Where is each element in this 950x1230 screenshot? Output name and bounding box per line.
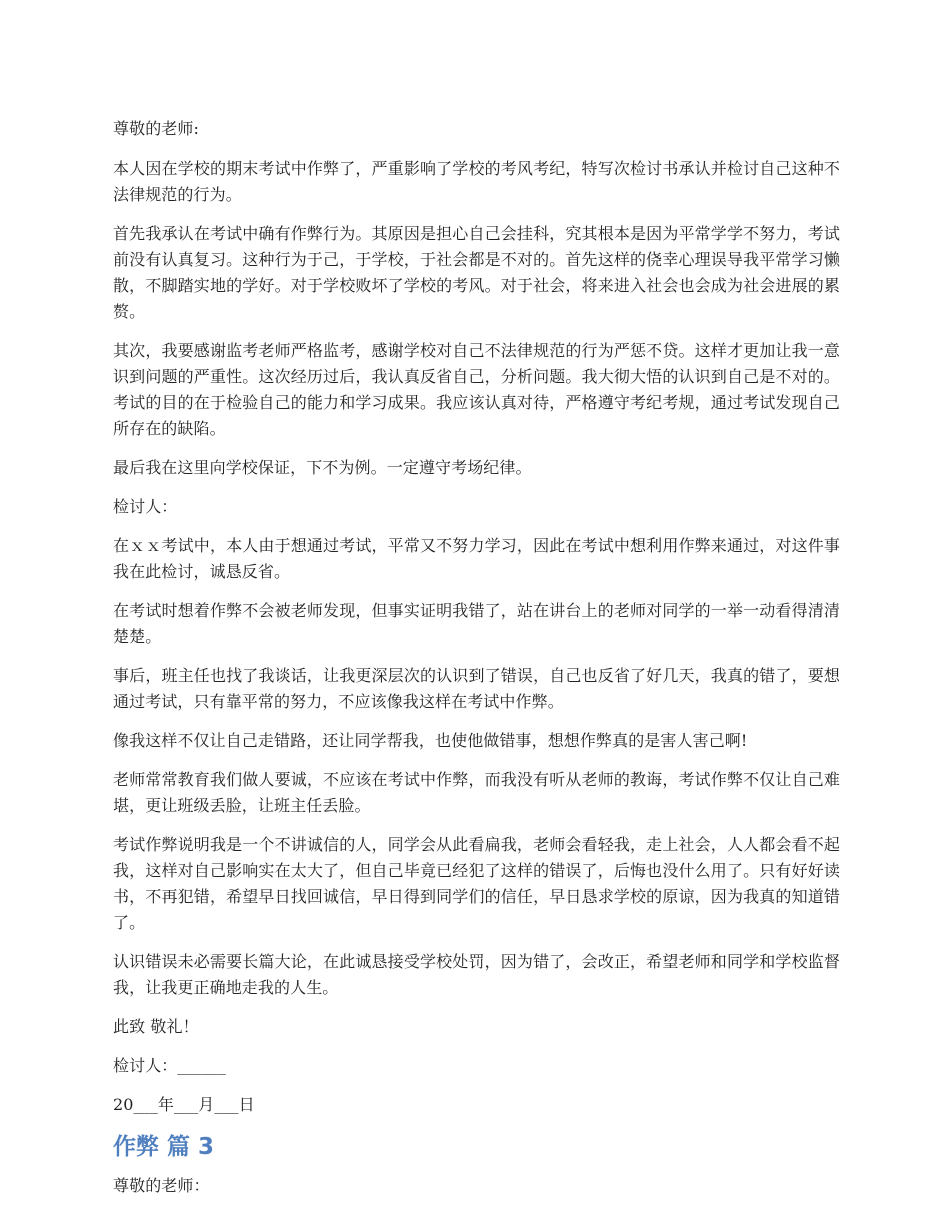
- paragraph: 其次，我要感谢监考老师严格监考，感谢学校对自己不法律规范的行为严惩不贷。这样才更加让我一意识到问题的严重性。这次经历过后，我认真反省自己，分析问题。我大彻大悟的认识到自己是不对的。考试的目的在于检验自己的能力和学习成果。我应该认真对待，严格遵守考纪考规，通过考试发现自己所存在的缺陷。: [113, 341, 840, 438]
- paragraph: 老师常常教育我们做人要诚，不应该在考试中作弊，而我没有听从老师的教诲，考试作弊不仅让自己难堪，更让班级丢脸，让班主任丢脸。: [113, 770, 840, 815]
- section-heading: 作弊 篇 3: [113, 1134, 215, 1160]
- salutation: 尊敬的老师：: [113, 1176, 210, 1195]
- paragraph: 认识错误未必需要长篇大论，在此诚恳接受学校处罚，因为错了，会改正，希望老师和同学和学校监督我，让我更正确地走我的人生。: [113, 952, 840, 997]
- signature-line: 检讨人：______: [113, 1056, 227, 1075]
- paragraph: 最后我在这里向学校保证，下不为例。一定遵守考场纪律。: [113, 458, 532, 477]
- date-line: 20___年___月___日: [113, 1095, 255, 1114]
- paragraph: 事后，班主任也找了我谈话，让我更深层次的认识到了错误，自己也反省了好几天，我真的错了，要想通过考试，只有靠平常的努力，不应该像我这样在考试中作弊。: [113, 666, 840, 711]
- paragraph: 考试作弊说明我是一个不讲诚信的人，同学会从此看扁我，老师会看轻我，走上社会，人人都会看不起我，这样对自己影响实在太大了，但自己毕竟已经犯了这样的错误了，后悔也没什么用了。只有好好读书，不再犯错，希望早日找回诚信，早日得到同学们的信任，早日恳求学校的原谅，因为我真的知道错了。: [113, 835, 840, 932]
- paragraph: 像我这样不仅让自己走错路，还让同学帮我，也使他做错事，想想作弊真的是害人害己啊!: [113, 731, 748, 750]
- signer-label: 检讨人：: [113, 497, 178, 516]
- paragraph: 首先我承认在考试中确有作弊行为。其原因是担心自己会挂科，究其根本是因为平常学学不努力，考试前没有认真复习。这种行为于己，于学校，于社会都是不对的。首先这样的侥幸心理误导我平常学习懒散，不脚踏实地的学好。对于学校败坏了学校的考风。对于社会，将来进入社会也会成为社会进展的累赘。: [113, 224, 840, 321]
- closing-line: 此致 敬礼！: [113, 1017, 199, 1036]
- salutation: 尊敬的老师:: [113, 119, 199, 138]
- paragraph: 在考试时想着作弊不会被老师发现，但事实证明我错了，站在讲台上的老师对同学的一举一动看得清清楚楚。: [113, 601, 840, 646]
- paragraph: 本人因在学校的期末考试中作弊了，严重影响了学校的考风考纪，特写次检讨书承认并检讨自己这种不法律规范的行为。: [113, 159, 840, 204]
- paragraph: 在ｘｘ考试中，本人由于想通过考试，平常又不努力学习，因此在考试中想利用作弊来通过，对这件事我在此检讨，诚恳反省。: [113, 536, 840, 581]
